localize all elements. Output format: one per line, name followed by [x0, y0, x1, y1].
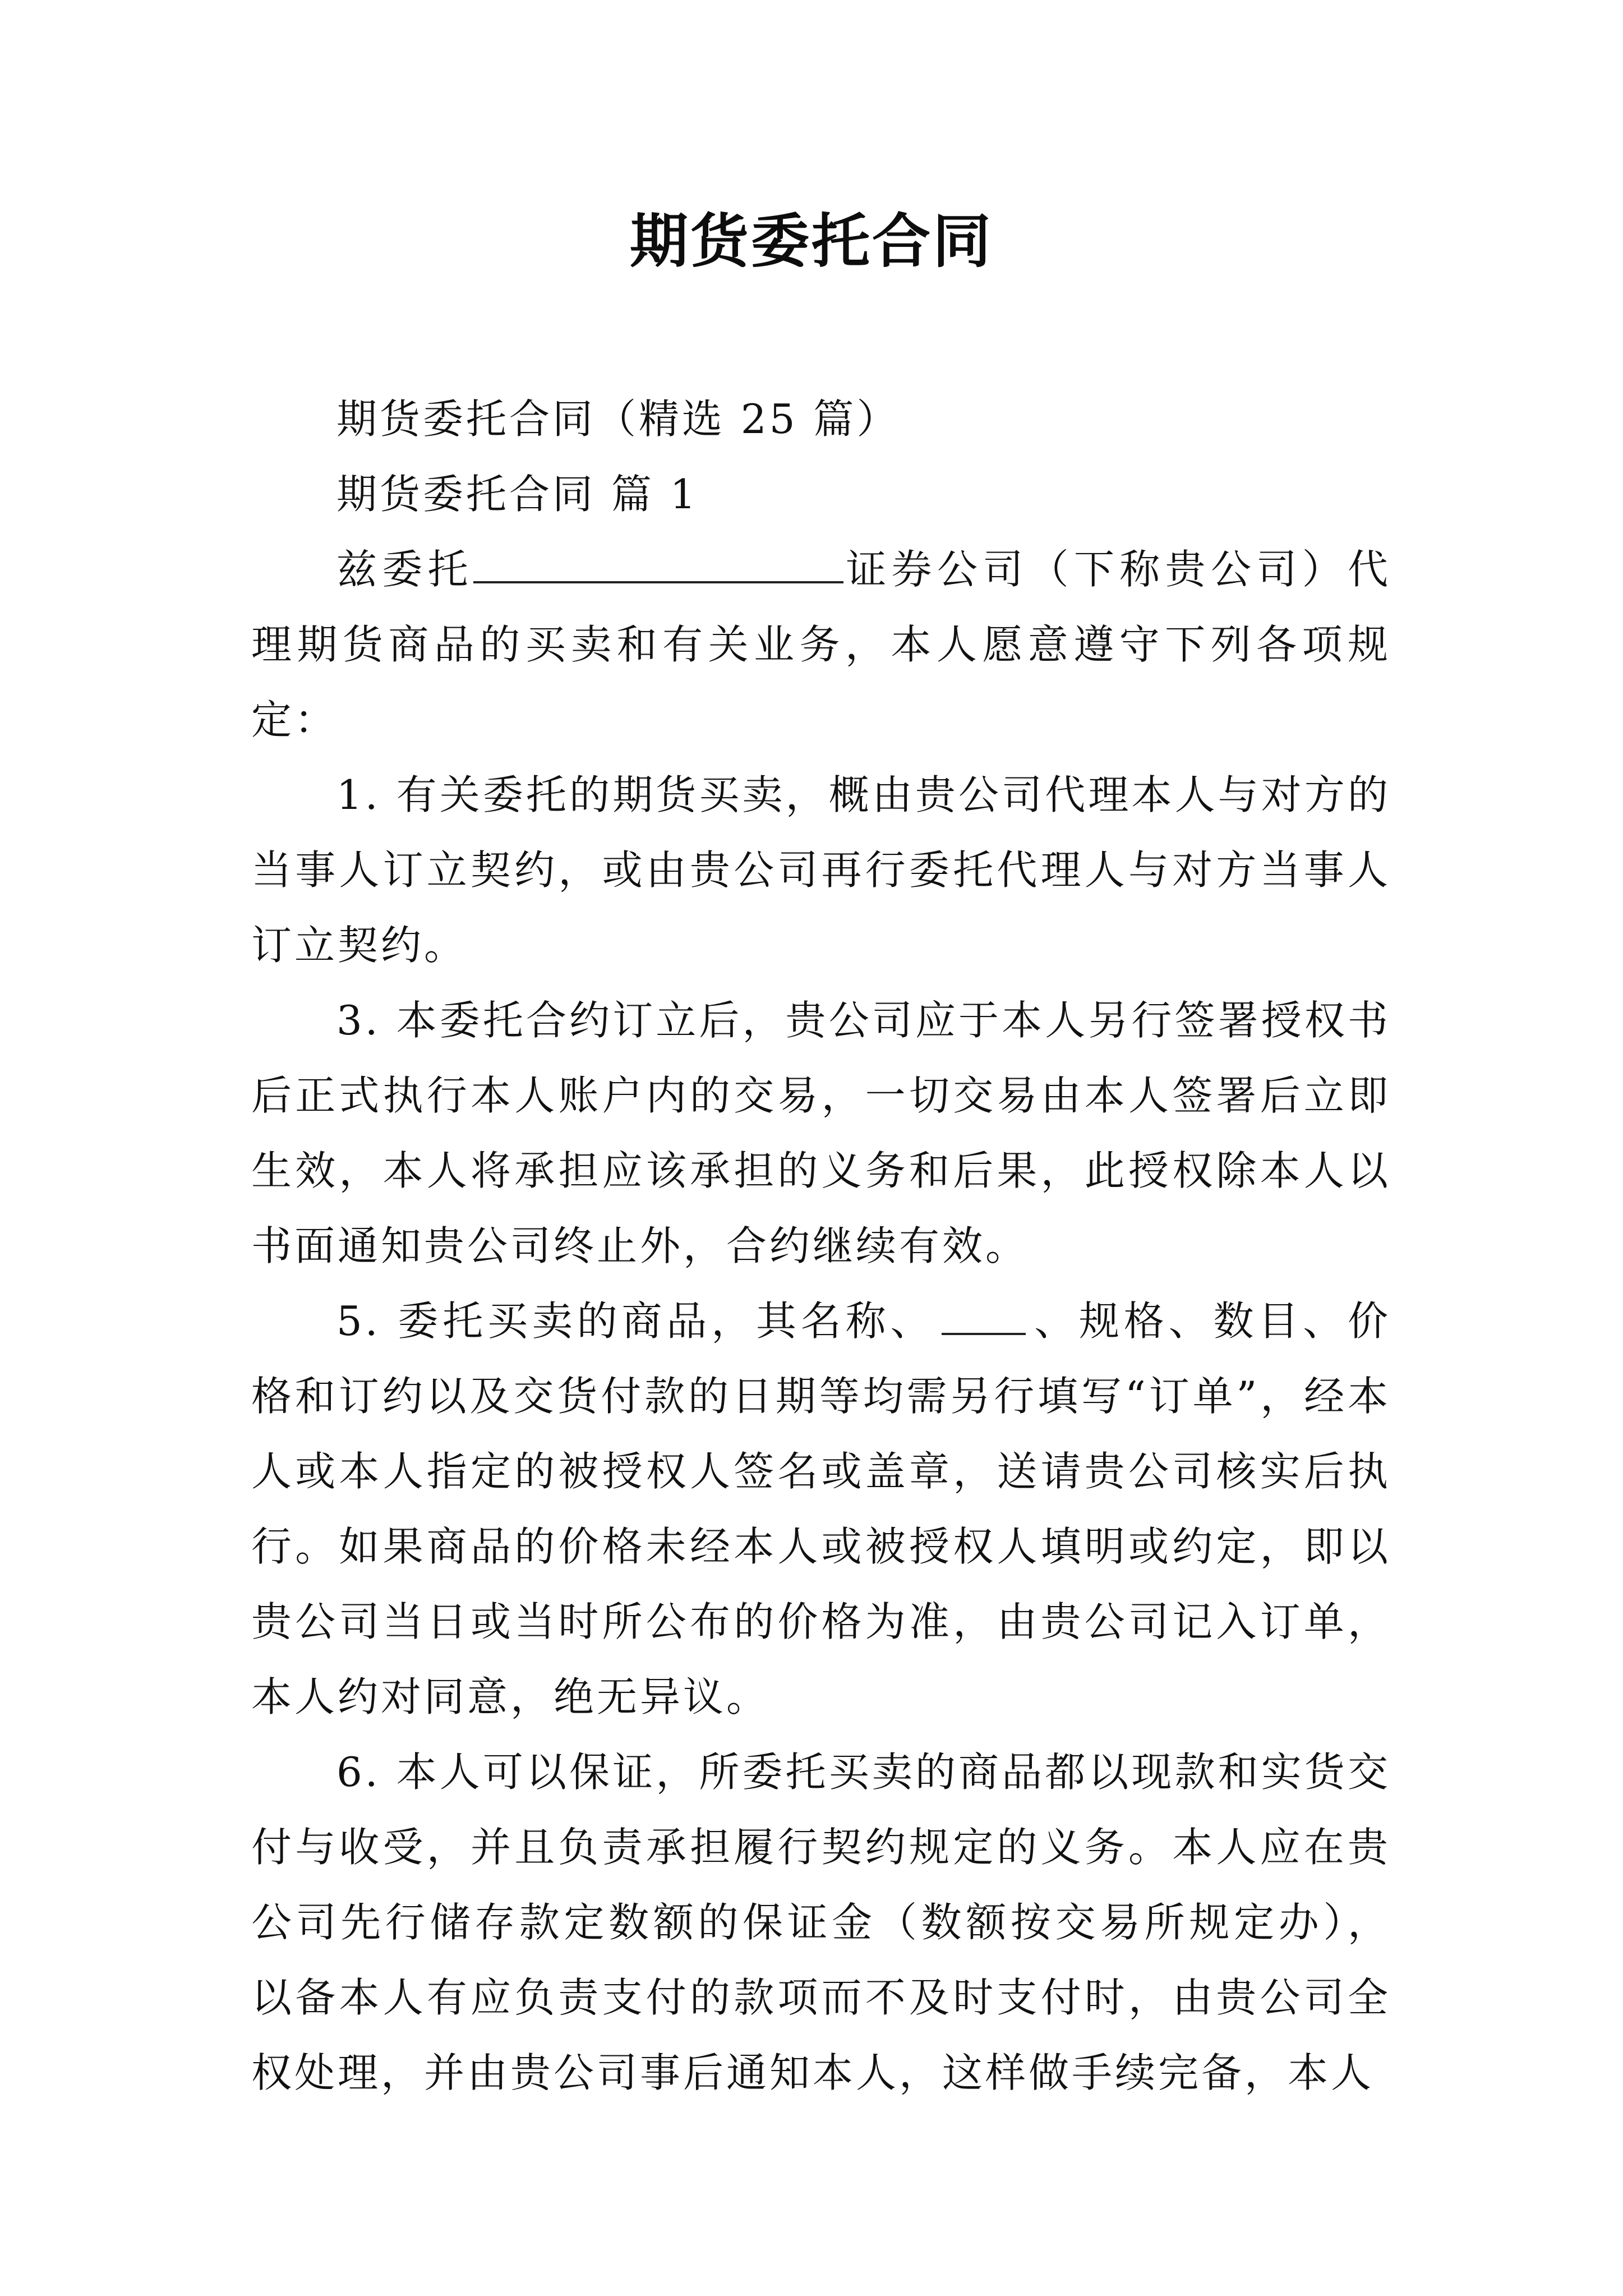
paragraph-intro	[251, 532, 1391, 757]
document-title: 期货委托合同	[629, 207, 993, 275]
commodity-name-blank	[942, 1289, 1026, 1335]
intro-text-after: 证券公司（下称贵公司）代理期货商品的买卖和有关业务，本人愿意遵守下列各项规定：	[251, 546, 1391, 743]
item5-text-before: 5. 委托买卖的商品，其名称、	[336, 1297, 935, 1345]
item5-text-after: 、规格、数目、价格和订约以及交货付款的日期等均需另行填写“订单”，经本人或本人指定的被授权人签名或盖章，送请贵公司核实后执行。如果商品的价格未经本人或被授权人填明或约定，即以贵公司当日或当时所公布的价格为准，由贵公司记入订单，本人约对同意，绝无异议。	[251, 1297, 1391, 1720]
section-heading: 期货委托合同 篇 1	[336, 471, 699, 518]
paragraph-item-1: 1. 有关委托的期货买卖，概由贵公司代理本人与对方的当事人订立契约，或由贵公司再行委托代理人与对方当事人订立契约。	[251, 771, 1391, 969]
paragraph-item-5	[251, 1283, 1391, 1734]
subtitle: 期货委托合同（精选 25 篇）	[336, 395, 900, 443]
company-name-blank	[473, 537, 843, 583]
paragraph-item-6: 6. 本人可以保证，所委托买卖的商品都以现款和实货交付与收受，并且负责承担履行契约规定的义务。本人应在贵公司先行储存款定数额的保证金（数额按交易所规定办），以备本人有应负责支付的款项而不及时支付时，由贵公司全权处理，并由贵公司事后通知本人，这样做手续完备，本人	[251, 1749, 1391, 2096]
paragraph-item-3: 3. 本委托合约订立后，贵公司应于本人另行签署授权书后正式执行本人账户内的交易，一切交易由本人签署后立即生效，本人将承担应该承担的义务和后果，此授权除本人以书面通知贵公司终止外，合约继续有效。	[251, 997, 1391, 1269]
document-body	[251, 381, 1391, 2110]
intro-text-before: 兹委托	[336, 546, 473, 593]
